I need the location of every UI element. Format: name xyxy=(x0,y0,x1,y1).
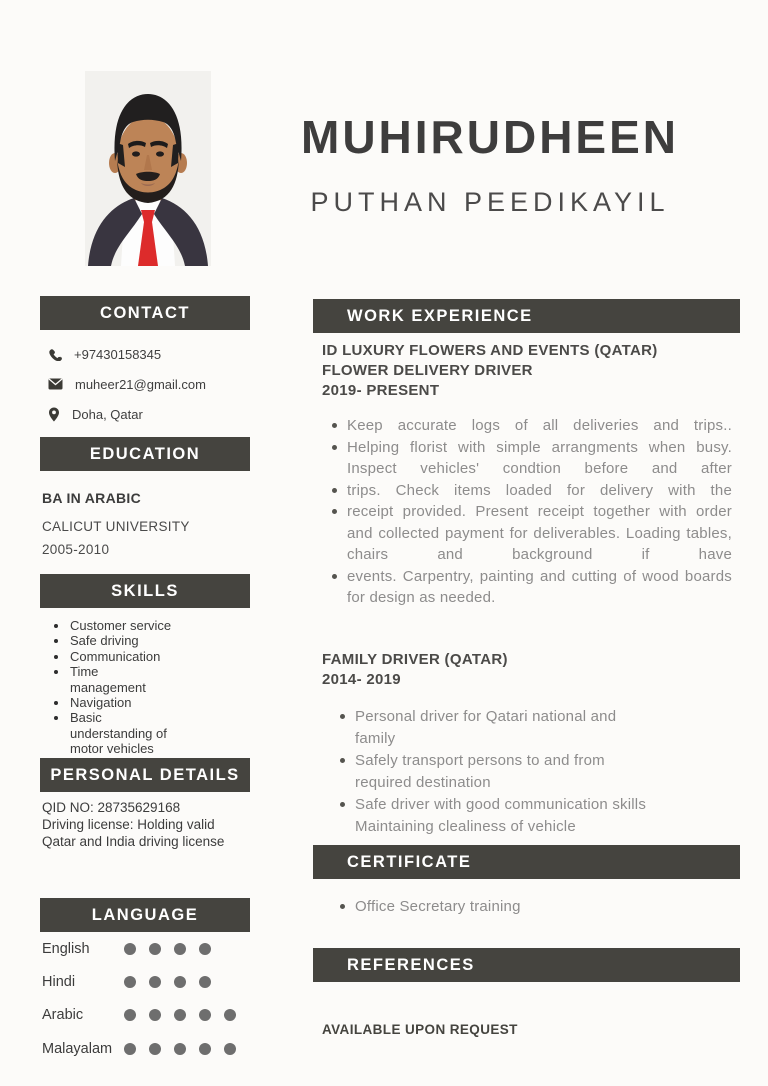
list-item: Driving license: Holding valid xyxy=(42,817,215,832)
list-item: events. Carpentry, painting and cutting of wood boards for design as needed. xyxy=(330,566,732,609)
contact-location-text: Doha, Qatar xyxy=(72,406,143,422)
phone-icon xyxy=(48,347,62,361)
language-rating xyxy=(124,1009,236,1021)
list-item: Customer service xyxy=(46,618,176,633)
list-item: Personal driver for Qatari national and family xyxy=(338,706,658,750)
profile-photo xyxy=(85,71,211,266)
contact-location xyxy=(48,404,258,424)
portrait-illustration xyxy=(85,71,211,266)
language-rating xyxy=(124,943,211,955)
rating-dot xyxy=(124,1009,136,1021)
location-icon xyxy=(48,407,60,422)
person-surname: PUTHAN PEEDIKAYIL xyxy=(310,187,670,217)
rating-dot xyxy=(149,1043,161,1055)
personal-details-lines xyxy=(42,799,224,850)
education-school: CALICUT UNIVERSITY xyxy=(42,519,190,534)
list-item: Basic understanding of motor vehicles xyxy=(46,710,176,756)
job-period: 2014- 2019 xyxy=(322,671,401,688)
rating-dot xyxy=(199,943,211,955)
mail-icon xyxy=(48,378,63,390)
language-row xyxy=(42,938,257,960)
education-degree: BA IN ARABIC xyxy=(42,490,142,506)
contact-email xyxy=(48,374,258,394)
contact-phone xyxy=(48,344,258,364)
section-title-work-experience: WORK EXPERIENCE xyxy=(313,299,740,333)
section-title-references: REFERENCES xyxy=(313,948,740,982)
education-years: 2005-2010 xyxy=(42,542,110,557)
references-note: AVAILABLE UPON REQUEST xyxy=(322,1022,518,1037)
list-item: Safe driving xyxy=(46,633,176,648)
section-title-language: LANGUAGE xyxy=(40,898,250,932)
language-rating xyxy=(124,1043,236,1055)
language-name: Hindi xyxy=(42,974,76,990)
list-item: Safely transport persons to and from required destination xyxy=(338,750,658,794)
rating-dot xyxy=(174,1009,186,1021)
rating-dot xyxy=(149,976,161,988)
rating-dot xyxy=(124,1043,136,1055)
list-item: Keep accurate logs of all deliveries and trips.. xyxy=(330,415,732,437)
job-period: 2019- PRESENT xyxy=(322,382,440,399)
section-title-certificate: CERTIFICATE xyxy=(313,845,740,879)
language-row xyxy=(42,1038,257,1060)
section-title-skills: SKILLS xyxy=(40,574,250,608)
list-item: Safe driver with good communication skills Maintaining clealiness of vehicle xyxy=(338,794,658,838)
rating-dot xyxy=(174,943,186,955)
rating-dot xyxy=(199,976,211,988)
job-role: FLOWER DELIVERY DRIVER xyxy=(322,362,533,379)
rating-dot xyxy=(149,1009,161,1021)
list-item: trips. Check items loaded for delivery with the xyxy=(330,480,732,502)
language-rating xyxy=(124,976,211,988)
job-bullets xyxy=(330,415,732,609)
list-item: Office Secretary training xyxy=(338,896,728,918)
skills-list xyxy=(46,618,176,757)
language-row xyxy=(42,1004,257,1026)
rating-dot xyxy=(199,1043,211,1055)
section-title-education: EDUCATION xyxy=(40,437,250,471)
rating-dot xyxy=(199,1009,211,1021)
rating-dot xyxy=(149,943,161,955)
job-header xyxy=(322,650,742,690)
person-name: MUHIRUDHEEN xyxy=(301,111,679,163)
list-item: Time management xyxy=(46,664,176,695)
rating-dot xyxy=(224,1009,236,1021)
list-item: Helping florist with simple arrangments when busy. Inspect vehicles' condtion before and after xyxy=(330,437,732,480)
section-title-contact: CONTACT xyxy=(40,296,250,330)
language-row xyxy=(42,971,257,993)
rating-dot xyxy=(124,943,136,955)
section-title-personal-details: PERSONAL DETAILS xyxy=(40,758,250,792)
list-item: Navigation xyxy=(46,695,176,710)
list-item: Qatar and India driving license xyxy=(42,834,225,849)
list-item: receipt provided. Present receipt together with order and collected payment for deliverables. Loading tables, chairs and background if have xyxy=(330,501,732,566)
rating-dot xyxy=(174,1043,186,1055)
list-item: Communication xyxy=(46,649,176,664)
job-company: FAMILY DRIVER (QATAR) xyxy=(322,651,508,668)
language-name: Malayalam xyxy=(42,1041,113,1057)
contact-email-text: muheer21@gmail.com xyxy=(75,376,206,392)
language-name: Arabic xyxy=(42,1007,84,1023)
language-name: English xyxy=(42,941,90,957)
certificate-bullets xyxy=(338,896,728,918)
job-company: ID LUXURY FLOWERS AND EVENTS (QATAR) xyxy=(322,342,658,359)
job-header xyxy=(322,341,742,401)
job-bullets xyxy=(338,706,658,838)
rating-dot xyxy=(174,976,186,988)
rating-dot xyxy=(224,1043,236,1055)
contact-phone-text: +97430158345 xyxy=(74,346,162,362)
rating-dot xyxy=(124,976,136,988)
list-item: QID NO: 28735629168 xyxy=(42,800,181,815)
